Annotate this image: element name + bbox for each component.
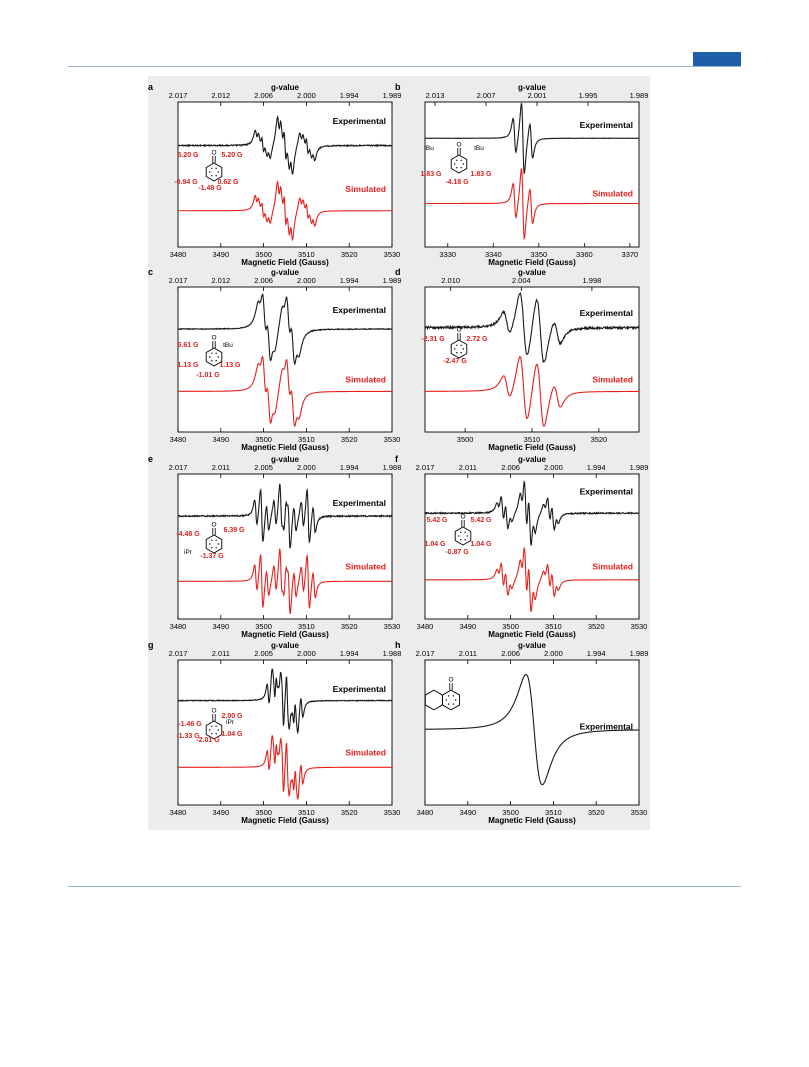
g-tick-label: 2.017 [168, 91, 188, 100]
hfc-label: -1.33 G [176, 733, 200, 740]
hfc-label: -2.47 G [443, 358, 467, 365]
oxygen-atom-label: O [211, 334, 217, 342]
x-tick-label: 3510 [545, 622, 562, 631]
radical-dot [463, 163, 464, 164]
radical-dot [454, 348, 455, 349]
radical-dot [215, 360, 216, 361]
g-tick-label: 2.005 [254, 463, 273, 472]
radical-dot [448, 703, 449, 704]
chart-panel-b [395, 82, 648, 267]
chart-panel-a [148, 82, 401, 267]
hfc-label: 2.00 G [221, 713, 243, 720]
radical-dot [460, 167, 461, 168]
g-tick-label: 1.994 [586, 463, 606, 472]
x-tick-label: 3510 [298, 808, 315, 817]
oxygen-atom-label: O [456, 326, 462, 334]
x-tick-label: 3490 [212, 808, 230, 817]
x-tick-label: 3360 [576, 250, 593, 259]
g-tick-label: 2.017 [168, 463, 188, 472]
substituent-label: tBu [424, 145, 434, 152]
experimental-label: Experimental [579, 308, 633, 318]
x-tick-label: 3530 [630, 808, 648, 817]
chart-panel-e [148, 454, 401, 639]
g-axis-title: g-value [517, 455, 547, 464]
x-tick-label: 3520 [340, 250, 358, 259]
radical-dot [464, 532, 465, 533]
radical-dot [218, 356, 219, 357]
g-axis-title: g-value [517, 268, 547, 277]
x-tick-label: 3500 [255, 622, 272, 631]
panel-letter: c [148, 267, 154, 277]
radical-dot [456, 352, 457, 353]
plot-frame [425, 660, 639, 805]
substituent-label: iPr [184, 549, 192, 556]
x-tick-label: 3530 [383, 435, 401, 444]
simulated-label: Simulated [592, 374, 633, 385]
plot-frame [178, 474, 392, 619]
x-tick-label: 3490 [212, 250, 230, 259]
hfc-label: 1.83 G [470, 171, 492, 178]
hfc-label: 0.62 G [217, 179, 239, 186]
g-tick-label: 2.013 [425, 91, 445, 100]
x-tick-label: 3500 [502, 622, 519, 631]
radical-dot [454, 163, 455, 164]
radical-dot [460, 160, 461, 161]
radical-dot [215, 353, 216, 354]
hfc-label: 5.42 G [426, 517, 448, 524]
g-tick-label: 2.005 [254, 649, 273, 658]
g-tick-label: 1.994 [586, 649, 606, 658]
radical-dot [453, 695, 454, 696]
radical-dot [209, 729, 210, 730]
x-tick-label: 3510 [523, 435, 541, 444]
x-tick-label: 3480 [169, 250, 187, 259]
radical-dot [460, 539, 461, 540]
chart-panel-h [395, 640, 648, 825]
panel-letter: e [148, 454, 154, 464]
x-axis-title: Magnetic Field (Gauss) [488, 816, 576, 825]
g-tick-label: 1.989 [629, 91, 649, 100]
x-axis-title: Magnetic Field (Gauss) [488, 258, 576, 267]
g-axis-title: g-value [270, 641, 300, 650]
radical-dot [211, 353, 212, 354]
g-tick-label: 1.994 [339, 276, 359, 285]
simulated-label: Simulated [345, 747, 386, 758]
radical-dot [209, 171, 210, 172]
g-tick-label: 2.012 [211, 276, 231, 285]
hfc-label: 5.20 G [221, 152, 243, 159]
experimental-label: Experimental [332, 683, 386, 694]
hfc-label: 1.04 G [221, 731, 243, 738]
radical-dot [215, 733, 216, 734]
x-tick-label: 3530 [630, 622, 648, 631]
radical-dot [453, 703, 454, 704]
hfc-label: -1.46 G [178, 721, 202, 728]
radical-dot [460, 532, 461, 533]
hfc-label: -4.48 G [176, 531, 200, 538]
radical-dot [218, 729, 219, 730]
simulated-label: Simulated [592, 188, 633, 199]
panel-letter: d [395, 267, 401, 277]
hfc-label: 1.04 G [470, 541, 492, 548]
panel-letter: h [395, 640, 401, 650]
x-tick-label: 3520 [340, 435, 358, 444]
g-axis-title: g-value [270, 83, 300, 92]
panel-letter: f [395, 454, 398, 464]
x-tick-label: 3500 [456, 435, 474, 444]
x-tick-label: 3480 [169, 622, 187, 631]
x-tick-label: 3500 [502, 808, 519, 817]
radical-dot [211, 540, 212, 541]
g-tick-label: 1.995 [578, 91, 598, 100]
hfc-label: 1.83 G [420, 171, 442, 178]
x-tick-label: 3520 [587, 808, 605, 817]
x-tick-label: 3510 [545, 808, 562, 817]
x-tick-label: 3480 [169, 808, 187, 817]
g-tick-label: 2.000 [297, 91, 316, 100]
radical-dot [218, 171, 219, 172]
hfc-label: -1.48 G [198, 185, 222, 192]
radical-dot [209, 356, 210, 357]
x-axis-title: Magnetic Field (Gauss) [241, 443, 329, 452]
substituent-label: iPr [226, 719, 234, 726]
radical-dot [215, 540, 216, 541]
x-axis-title: Magnetic Field (Gauss) [241, 630, 329, 639]
x-tick-label: 3370 [621, 250, 639, 259]
g-tick-label: 2.004 [511, 276, 531, 285]
x-tick-label: 3490 [212, 622, 230, 631]
chart-panel-f [395, 454, 648, 639]
simulated-label: Simulated [345, 374, 386, 385]
x-tick-label: 3500 [255, 435, 272, 444]
experimental-label: Experimental [332, 497, 386, 508]
hfc-label: -0.87 G [445, 549, 469, 556]
g-tick-label: 1.989 [629, 649, 649, 658]
radical-dot [211, 726, 212, 727]
x-tick-label: 3530 [383, 808, 401, 817]
g-tick-label: 2.006 [254, 276, 273, 285]
radical-dot [460, 345, 461, 346]
x-tick-label: 3340 [484, 250, 502, 259]
radical-dot [456, 160, 457, 161]
simulated-label: Simulated [345, 561, 386, 572]
radical-dot [458, 535, 459, 536]
panel-letter: a [148, 82, 154, 92]
x-tick-label: 3510 [298, 435, 315, 444]
x-tick-label: 3330 [439, 250, 457, 259]
radical-dot [464, 539, 465, 540]
radical-dot [215, 547, 216, 548]
x-tick-label: 3530 [383, 622, 401, 631]
x-tick-label: 3520 [590, 435, 608, 444]
radical-dot [211, 547, 212, 548]
oxygen-atom-label: O [211, 521, 217, 529]
g-tick-label: 2.007 [476, 91, 496, 100]
hfc-label: 5.42 G [470, 517, 492, 524]
g-axis-title: g-value [270, 455, 300, 464]
hfc-label: 2.72 G [466, 336, 488, 343]
experimental-label: Experimental [332, 115, 386, 126]
radical-dot [456, 167, 457, 168]
x-tick-label: 3520 [587, 622, 605, 631]
g-tick-label: 2.001 [527, 91, 547, 100]
x-tick-label: 3350 [530, 250, 548, 259]
g-tick-label: 2.011 [211, 463, 230, 472]
radical-dot [211, 733, 212, 734]
x-tick-label: 3530 [383, 250, 401, 259]
experimental-label: Experimental [332, 305, 386, 316]
hfc-label: -1.37 G [200, 553, 224, 560]
hfc-label: 1.13 G [177, 362, 199, 369]
simulated-label: Simulated [592, 561, 633, 572]
g-tick-label: 1.988 [382, 649, 402, 658]
oxygen-atom-label: O [211, 707, 217, 715]
g-tick-label: 1.994 [339, 649, 359, 658]
radical-dot [456, 345, 457, 346]
radical-dot [215, 175, 216, 176]
panel-letter: g [148, 640, 154, 650]
g-tick-label: 1.998 [582, 276, 602, 285]
hfc-label: -4.18 G [445, 179, 469, 186]
g-tick-label: 1.994 [339, 463, 359, 472]
x-axis-title: Magnetic Field (Gauss) [241, 816, 329, 825]
header-accent-block [693, 52, 741, 66]
g-tick-label: 2.000 [544, 463, 563, 472]
hfc-label: 5.20 G [177, 152, 199, 159]
x-tick-label: 3500 [255, 250, 272, 259]
g-tick-label: 2.000 [297, 649, 316, 658]
radical-dot [460, 352, 461, 353]
g-tick-label: 2.000 [544, 649, 563, 658]
radical-dot [467, 535, 468, 536]
g-tick-label: 2.011 [211, 649, 230, 658]
x-tick-label: 3490 [212, 435, 230, 444]
substituent-label: tBu [474, 145, 484, 152]
g-tick-label: 2.017 [168, 276, 188, 285]
substituent-label: tBu [223, 342, 233, 349]
g-tick-label: 1.994 [339, 91, 359, 100]
g-tick-label: 2.010 [441, 276, 461, 285]
hfc-label: -2.31 G [421, 336, 445, 343]
radical-dot [463, 348, 464, 349]
oxygen-atom-label: O [456, 141, 462, 149]
g-tick-label: 2.011 [458, 649, 477, 658]
g-axis-title: g-value [517, 83, 547, 92]
x-axis-title: Magnetic Field (Gauss) [488, 630, 576, 639]
radical-dot [209, 543, 210, 544]
hfc-label: -1.01 G [196, 372, 220, 379]
x-tick-label: 3520 [340, 808, 358, 817]
radical-dot [211, 175, 212, 176]
g-tick-label: 1.989 [382, 91, 402, 100]
radical-dot [211, 168, 212, 169]
x-tick-label: 3500 [255, 808, 272, 817]
g-tick-label: 1.989 [382, 276, 402, 285]
hfc-label: -2.01 G [196, 737, 220, 744]
x-tick-label: 3480 [169, 435, 187, 444]
hfc-label: 6.39 G [223, 527, 245, 534]
radical-dot [215, 168, 216, 169]
x-tick-label: 3490 [459, 622, 477, 631]
plot-frame [178, 660, 392, 805]
radical-dot [455, 699, 456, 700]
g-tick-label: 2.011 [458, 463, 477, 472]
g-axis-title: g-value [517, 641, 547, 650]
g-tick-label: 2.006 [501, 649, 520, 658]
simulated-label: Simulated [345, 183, 386, 194]
g-tick-label: 1.989 [629, 463, 649, 472]
x-tick-label: 3480 [416, 808, 434, 817]
radical-dot [448, 695, 449, 696]
g-tick-label: 1.988 [382, 463, 402, 472]
oxygen-atom-label: O [448, 676, 454, 684]
radical-dot [446, 699, 447, 700]
x-tick-label: 3490 [459, 808, 477, 817]
g-tick-label: 2.006 [254, 91, 273, 100]
experimental-label: Experimental [579, 721, 633, 732]
x-tick-label: 3510 [298, 622, 315, 631]
g-tick-label: 2.017 [415, 649, 435, 658]
hfc-label: -0.94 G [174, 179, 198, 186]
x-tick-label: 3520 [340, 622, 358, 631]
experimental-label: Experimental [579, 486, 633, 497]
g-tick-label: 2.000 [297, 276, 316, 285]
chart-panel-g [148, 640, 401, 825]
hfc-label: 1.13 G [219, 362, 241, 369]
oxygen-atom-label: O [211, 149, 217, 157]
radical-dot [215, 726, 216, 727]
x-axis-title: Magnetic Field (Gauss) [488, 443, 576, 452]
radical-dot [211, 360, 212, 361]
x-tick-label: 3510 [298, 250, 315, 259]
hfc-label: 5.61 G [177, 342, 199, 349]
g-tick-label: 2.017 [415, 463, 435, 472]
g-tick-label: 2.012 [211, 91, 231, 100]
chart-panel-c [148, 267, 401, 452]
x-axis-title: Magnetic Field (Gauss) [241, 258, 329, 267]
g-tick-label: 2.000 [297, 463, 316, 472]
g-axis-title: g-value [270, 268, 300, 277]
g-tick-label: 2.006 [501, 463, 520, 472]
oxygen-atom-label: O [460, 513, 466, 521]
g-tick-label: 2.017 [168, 649, 188, 658]
hfc-label: 1.04 G [424, 541, 446, 548]
radical-dot [218, 543, 219, 544]
experimental-label: Experimental [579, 120, 633, 131]
x-tick-label: 3480 [416, 622, 434, 631]
chart-panel-d [395, 267, 639, 452]
panel-letter: b [395, 82, 401, 92]
